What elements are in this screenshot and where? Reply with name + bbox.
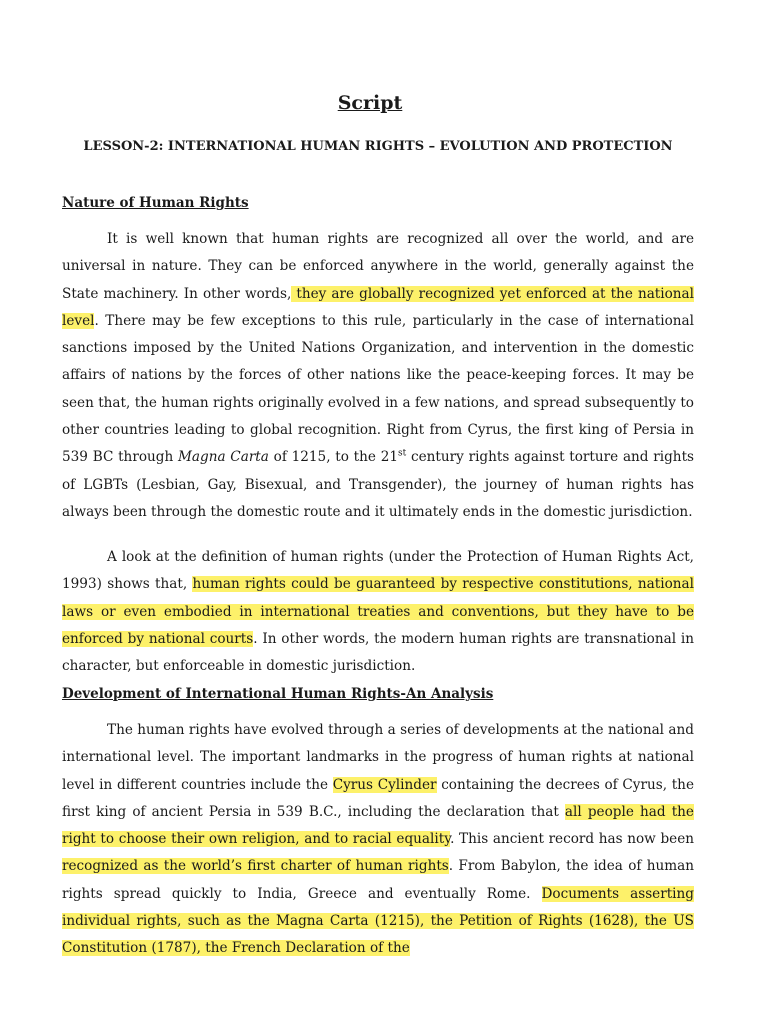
text-run: It is well known that human rights are recognized all over the world, and are universal in nature. They can be enforced anywhere in the world, generally against the State machinery. In other words, bbox=[62, 231, 694, 302]
text-run: containing the decrees of Cyrus, the first king of ancient Persia in 539 B.C., including the declaration that bbox=[62, 776, 694, 820]
highlighted-text: recognized as the world’s first charter of human rights bbox=[62, 858, 449, 875]
lesson-heading: LESSON-2: INTERNATIONAL HUMAN RIGHTS – EVOLUTION AND PROTECTION bbox=[83, 139, 673, 154]
text-run: . There may be few exceptions to this rule, particularly in the case of international sanctions imposed by the United Nations Organization, and intervention in the domestic affairs of nations by the forces of other nations like the peace-keeping forces. It may be seen that, the human rights originally evolved in a few nations, and spread subsequently to other countries leading to global recognition. Right from Cyrus, the first king of Persia in 539 BC through bbox=[62, 312, 694, 466]
paragraph-nature-1 bbox=[62, 226, 694, 526]
section-heading-nature: Nature of Human Rights bbox=[62, 195, 249, 211]
text-run: of 1215, to the 21 bbox=[268, 449, 399, 466]
text-run: century rights against torture and rights of LGBTs (Lesbian, Gay, Bisexual, and Transgender), the journey of human rights has always been through the domestic route and it ultimately ends in the domestic jurisdiction. bbox=[62, 449, 695, 520]
text-run: . This ancient record has now been bbox=[450, 831, 694, 848]
section-heading-development: Development of International Human Rights-An Analysis bbox=[62, 686, 494, 702]
highlighted-text: all people had the right to choose their own religion, and to racial equality bbox=[62, 803, 694, 848]
document-title: Script bbox=[337, 92, 403, 114]
italic-text: Magna Carta bbox=[177, 449, 269, 466]
highlighted-text: Documents asserting individual rights, such as the Magna Carta (1215), the Petition of Rights (1628), the US Constitution (1787), the French Declaration of the bbox=[62, 885, 694, 957]
paragraph-development-1 bbox=[62, 717, 694, 963]
highlighted-text: human rights could be guaranteed by respective constitutions, national laws or even embodied in international treaties and conventions, but they have to be enforced by national courts bbox=[62, 576, 694, 647]
highlighted-text: Cyrus Cylinder bbox=[332, 776, 437, 793]
text-run: A look at the definition of human rights (under the Protection of Human Rights Act, 1993) shows that, bbox=[62, 549, 694, 593]
paragraph-nature-2 bbox=[62, 544, 694, 680]
text-run: The human rights have evolved through a series of developments at the national and international level. The important landmarks in the progress of human rights at national level in different countries include the bbox=[62, 722, 694, 793]
highlighted-text: they are globally recognized yet enforced at the national level bbox=[62, 285, 694, 329]
superscript: st bbox=[398, 448, 407, 459]
text-run: . In other words, the modern human rights are transnational in character, but enforceable in domestic jurisdiction. bbox=[62, 630, 694, 675]
text-run: . From Babylon, the idea of human rights spread quickly to India, Greece and eventually Rome. bbox=[62, 858, 694, 902]
